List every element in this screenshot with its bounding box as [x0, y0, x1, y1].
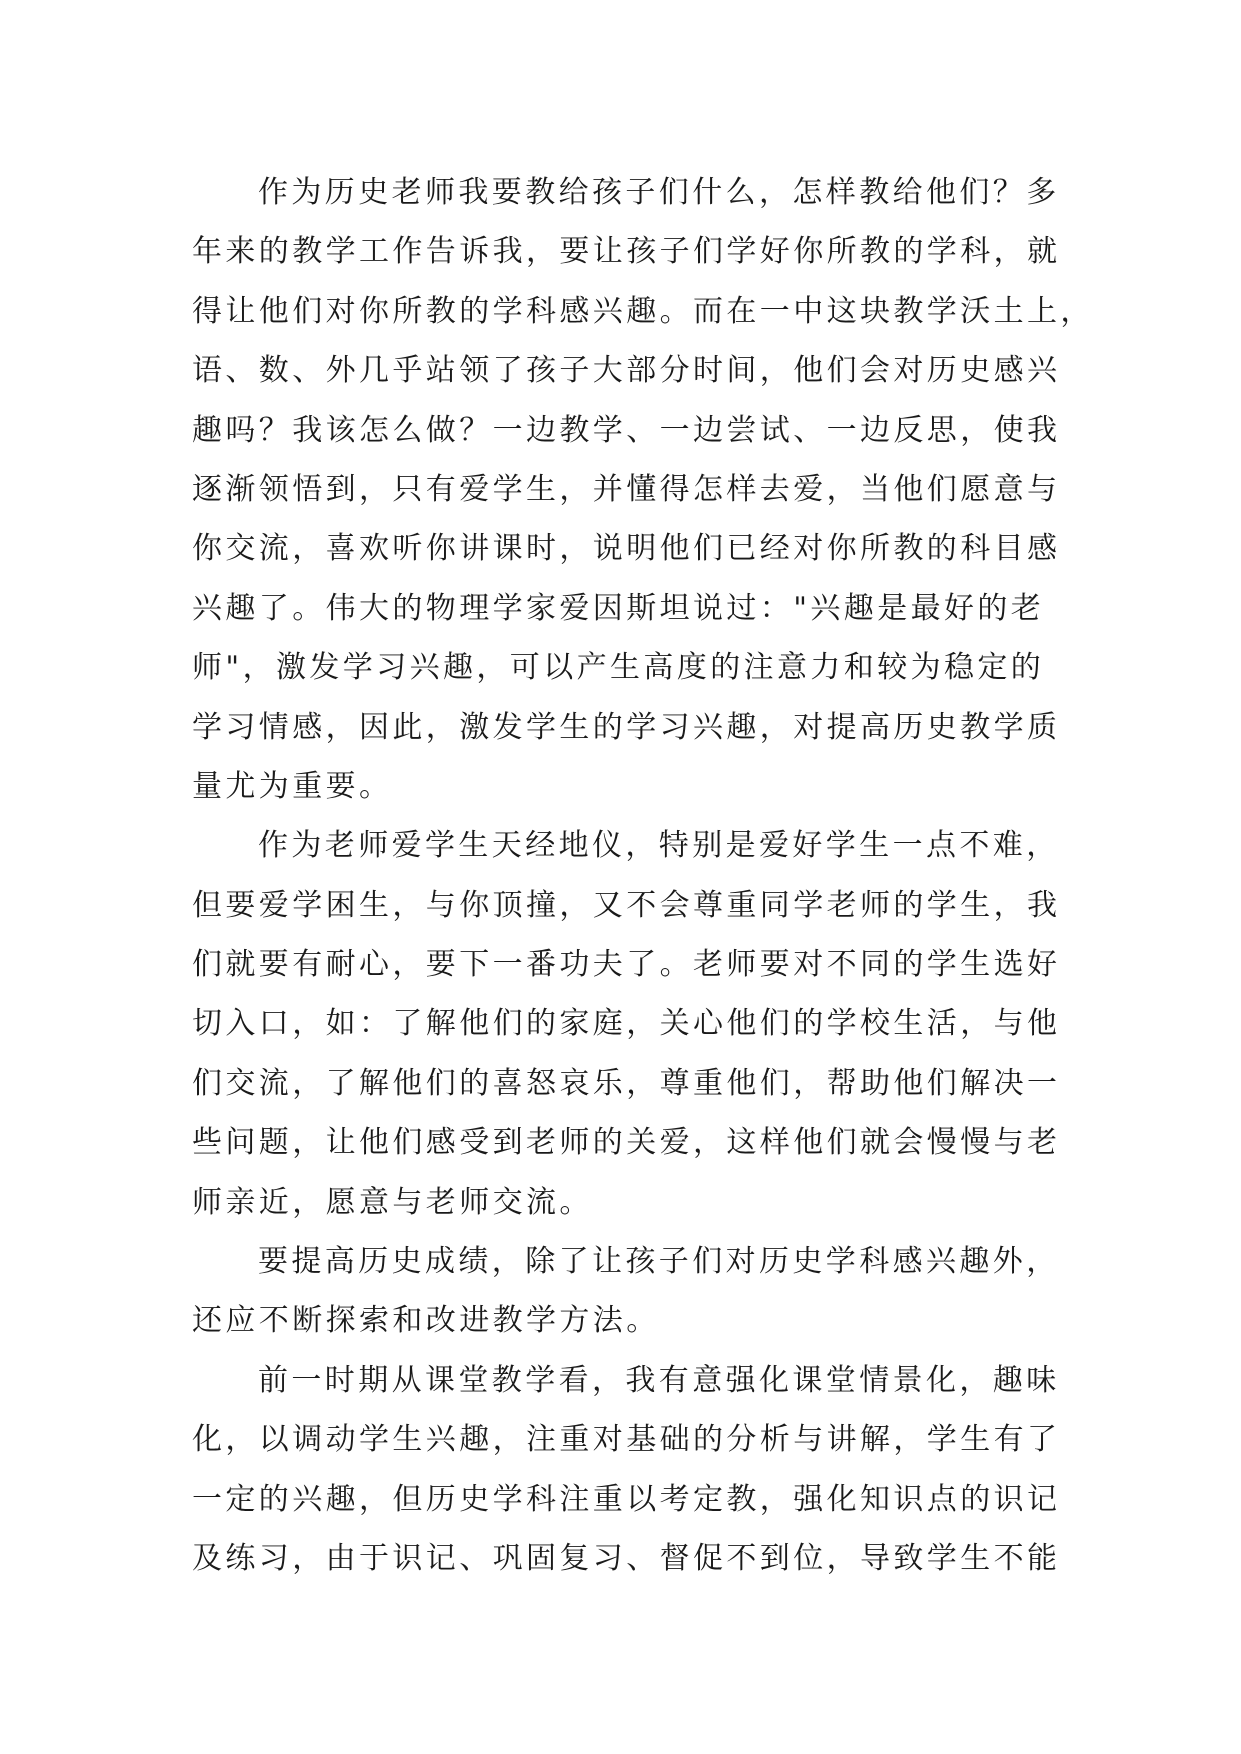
text-line: 一定的兴趣，但历史学科注重以考定教，强化知识点的识记: [192, 1481, 1061, 1517]
text-line: 语、数、外几乎站领了孩子大部分时间，他们会对历史感兴: [192, 353, 1061, 389]
text-line: 些问题，让他们感受到老师的关爱，这样他们就会慢慢与老: [192, 1125, 1061, 1161]
text-line: 作为老师爱学生天经地仪，特别是爱好学生一点不难，: [258, 828, 1060, 864]
paragraph-4: [192, 1351, 1092, 1589]
paragraph-2: [192, 816, 1092, 1232]
text-line: 兴趣了。伟大的物理学家爱因斯坦说过："兴趣是最好的老: [192, 590, 1045, 626]
text-line: 你交流，喜欢听你讲课时，说明他们已经对你所教的科目感: [192, 531, 1061, 567]
text-line: 化，以调动学生兴趣，注重对基础的分析与讲解，学生有了: [192, 1422, 1061, 1458]
text-line: 量尤为重要。: [192, 768, 393, 804]
paragraph-1: [192, 163, 1092, 816]
text-line: 前一时期从课堂教学看，我有意强化课堂情景化，趣味: [258, 1362, 1060, 1398]
text-line: 得让他们对你所教的学科感兴趣。而在一中这块教学沃土上，: [192, 293, 1094, 329]
text-line: 要提高历史成绩，除了让孩子们对历史学科感兴趣外，: [258, 1244, 1060, 1280]
document-body: [192, 163, 1092, 1588]
text-line: 作为历史老师我要教给孩子们什么，怎样教给他们？多: [258, 175, 1060, 210]
text-line: 逐渐领悟到，只有爱学生，并懂得怎样去爱，当他们愿意与: [192, 471, 1061, 507]
text-line: 们就要有耐心，要下一番功夫了。老师要对不同的学生选好: [192, 947, 1061, 983]
text-line: 趣吗？我该怎么做？一边教学、一边尝试、一边反思，使我: [192, 412, 1061, 448]
text-line: 们交流，了解他们的喜怒哀乐，尊重他们，帮助他们解决一: [192, 1065, 1061, 1101]
paragraph-3: [192, 1232, 1092, 1351]
text-line: 但要爱学困生，与你顶撞，又不会尊重同学老师的学生，我: [192, 887, 1061, 923]
text-line: 还应不断探索和改进教学方法。: [192, 1303, 660, 1339]
text-line: 师"，激发学习兴趣，可以产生高度的注意力和较为稳定的: [192, 650, 1045, 686]
text-line: 切入口，如：了解他们的家庭，关心他们的学校生活，与他: [192, 1006, 1061, 1042]
text-line: 及练习，由于识记、巩固复习、督促不到位，导致学生不能: [192, 1540, 1061, 1576]
text-line: 师亲近，愿意与老师交流。: [192, 1184, 593, 1220]
text-line: 年来的教学工作告诉我，要让孩子们学好你所教的学科，就: [192, 234, 1061, 270]
text-line: 学习情感，因此，激发学生的学习兴趣，对提高历史教学质: [192, 709, 1061, 745]
